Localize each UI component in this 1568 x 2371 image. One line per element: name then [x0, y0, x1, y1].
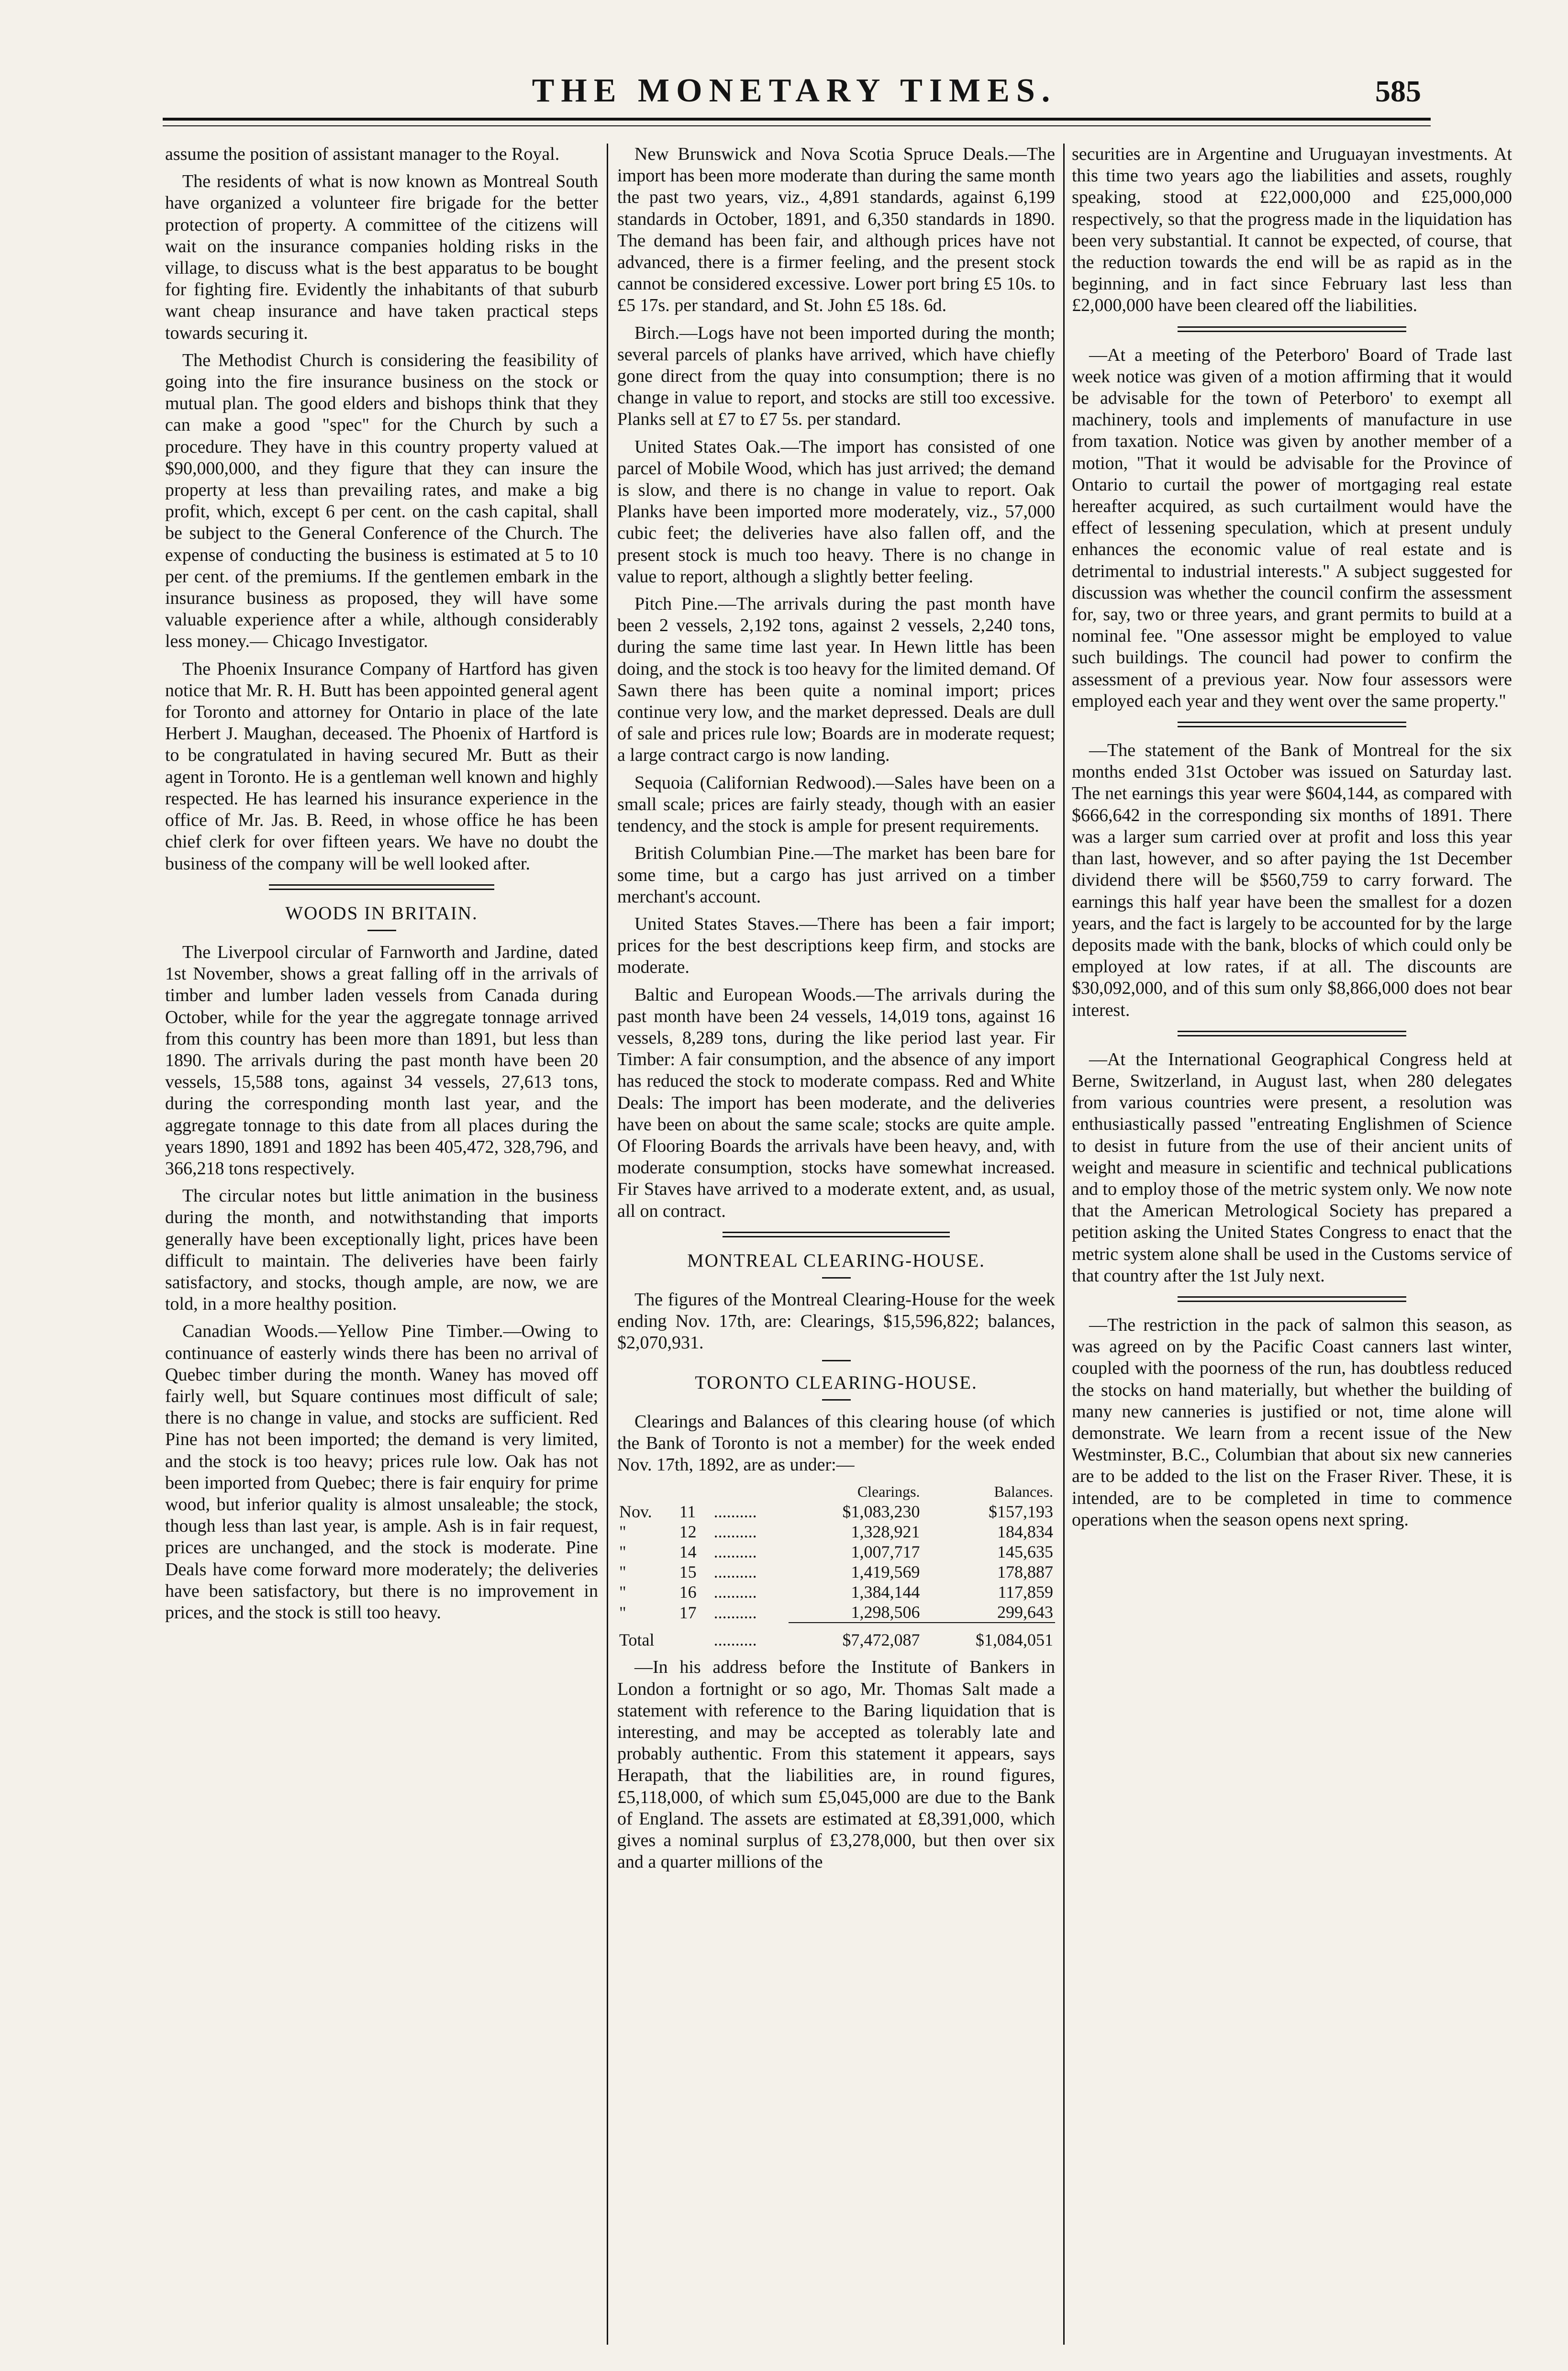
- article-paragraph: The Liverpool circular of Farnworth and Jardine, dated 1st November, shows a great falling off in the arrivals of timber and lumber laden vessels from Canada during October, while for the year the aggregate tonnage arrived from this country has been more than 1891, but less than 1890. The arrivals during the past month have been 20 vessels, 15,588 tons, against 34 vessels, 27,613 tons, during the corresponding month last year, and the aggregate tonnage to this date from all places during the years 1890, 1891 and 1892 has been 405,472, 328,796, and 366,218 tons respectively.: [165, 942, 598, 1179]
- row-clearings: 1,328,921: [851, 1522, 920, 1542]
- section-separator: [723, 1232, 950, 1237]
- row-leader-dots: ..........: [713, 1522, 757, 1542]
- row-balances: 145,635: [997, 1542, 1053, 1562]
- row-day: 17: [679, 1603, 697, 1622]
- article-paragraph: —In his address before the Institute of Bankers in London a fortnight or so ago, Mr. Thomas Salt made a statement with reference to the Baring liquidation that is interesting, and may be accepted as tolerably late and probably authentic. From this statement it appears, says Herapath, that the liabilities are, in round figures, £5,118,000, of which sum £5,045,000 are due to the Bank of England. The assets are estimated at £8,391,000, which gives a nominal surplus of £3,278,000, but then over six and a quarter millions of the: [617, 1657, 1055, 1872]
- column-divider-left: [607, 144, 608, 2345]
- article-paragraph: Clearings and Balances of this clearing house (of which the Bank of Toronto is not a member) for the week ended Nov. 17th, 1892, are as under:—: [617, 1411, 1055, 1475]
- table-row: [617, 1562, 1055, 1582]
- row-clearings: 1,419,569: [851, 1562, 920, 1582]
- article-paragraph: The circular notes but little animation in the business during the month, and notwithstanding that imports generally have been exceptionally light, prices have been difficult to maintain. The deliveries have been fairly satisfactory, and stocks, though ample, are now, we are told, in a more healthy position.: [165, 1186, 598, 1314]
- row-day: 15: [679, 1562, 697, 1582]
- article-paragraph: The residents of what is now known as Montreal South have organized a volunteer fire brigade for the better protection of property. A committee of the citizens will wait on the insurance companies holding risks in the village, to discuss what is the best apparatus to be bought for fighting fire. Evidently the inhabitants of that suburb want cheap insurance and have taken practical steps towards securing it.: [165, 171, 598, 343]
- column-3: [1072, 144, 1512, 2354]
- heading-underline: [822, 1277, 851, 1279]
- row-leader-dots: ..........: [713, 1502, 757, 1522]
- row-balances: $157,193: [989, 1502, 1053, 1522]
- column-header-clearings: Clearings.: [857, 1483, 920, 1501]
- table-row: [617, 1522, 1055, 1542]
- section-separator: [1178, 1031, 1406, 1036]
- clearing-table: [617, 1481, 1055, 1650]
- row-month: ": [619, 1582, 626, 1602]
- row-balances: 299,643: [997, 1603, 1053, 1622]
- column-divider-right: [1063, 144, 1065, 2345]
- table-row: [617, 1602, 1055, 1623]
- article-paragraph: —The statement of the Bank of Montreal for the six months ended 31st October was issued on Saturday last. The net earnings this year were $604,144, as compared with $666,642 in the corresponding six months of 1891. There was a larger sum carried over at profit and loss this year than last, however, and so after paying the 1st December dividend there will be $560,759 to carry forward. The earnings this half year have been the smallest for a dozen years, and the fact is largely to be accounted for by the large deposits made with the bank, blocks of which could only be employed at low rates, if at all. The discounts are $30,092,000, and of this sum only $8,866,000 does not bear interest.: [1072, 740, 1512, 1020]
- row-leader-dots: ..........: [713, 1542, 757, 1562]
- row-balances: 178,887: [997, 1562, 1053, 1582]
- article-paragraph: securities are in Argentine and Uruguayan investments. At this time two years ago the liabilities and assets, roughly speaking, stood at £22,000,000 and £25,000,000 respectively, so that the progress made in the liquidation has been very substantial. It cannot be expected, of course, that the reduction towards the end will be as rapid as in the beginning, and in fact since February last less than £2,000,000 have been cleared off the liabilities.: [1072, 144, 1512, 316]
- section-heading: WOODS IN BRITAIN.: [285, 902, 478, 924]
- header-rule-thick: [163, 118, 1431, 121]
- article-paragraph: —The restriction in the pack of salmon this season, as was agreed on by the Pacific Coast canners last winter, coupled with the poorness of the run, has doubtless reduced the stocks on hand materially, but whether the building of many new canneries is justified or not, time alone will demonstrate. We learn from a recent issue of the New Westminster, B.C., Columbian that about six new canneries are to be added to the list on the Fraser River. These, it is intended, are to be completed in time to commence operations when the season opens next spring.: [1072, 1314, 1512, 1530]
- section-heading: TORONTO CLEARING-HOUSE.: [695, 1372, 978, 1393]
- article-paragraph: The Methodist Church is considering the feasibility of going into the fire insurance business on the stock or mutual plan. The good elders and bishops think that they can make a good "spec" for the Church by such a procedure. They have in this country property valued at $90,000,000, and they figure that they can insure the property at less than prevailing rates, and make a big profit, which, except 6 per cent. on the cash capital, shall be subject to the General Conference of the Church. The expense of conducting the business is estimated at 5 to 10 per cent. of the premiums. If the gentlemen embark in the insurance business as proposed, they will have some valuable experience after a while, although considerably less money.— Chicago Investigator.: [165, 350, 598, 652]
- row-month: ": [619, 1562, 626, 1582]
- section-separator: [1178, 326, 1406, 332]
- row-day: 16: [679, 1582, 697, 1602]
- article-paragraph: The Phoenix Insurance Company of Hartford has given notice that Mr. R. H. Butt has been appointed general agent for Toronto and attorney for Ontario in place of the late Herbert J. Maughan, deceased. The Phoenix of Hartford is to be congratulated in having secured Mr. Butt as their agent in Toronto. He is a gentleman well known and highly respected. He has learned his insurance experience in the office of Mr. Jas. B. Reed, in whose office he has been chief clerk for over fifteen years. We have no doubt the business of the company will be well looked after.: [165, 658, 598, 874]
- newspaper-title: THE MONETARY TIMES.: [532, 72, 1057, 109]
- row-clearings: $1,083,230: [842, 1502, 920, 1522]
- heading-underline: [822, 1399, 851, 1401]
- row-day: 14: [679, 1542, 697, 1562]
- row-leader-dots: ..........: [713, 1562, 757, 1582]
- table-row: [617, 1582, 1055, 1602]
- row-balances: 184,834: [997, 1522, 1053, 1542]
- article-paragraph: United States Staves.—There has been a fair import; prices for the best descriptions keep firm, and stocks are moderate.: [617, 913, 1055, 978]
- page-number: 585: [1375, 74, 1421, 108]
- column-1: [165, 144, 598, 2354]
- row-month: ": [619, 1542, 626, 1562]
- row-balances: 117,859: [998, 1582, 1053, 1602]
- row-clearings: 1,298,506: [851, 1603, 920, 1622]
- article-paragraph: New Brunswick and Nova Scotia Spruce Deals.—The import has been more moderate than during the same month the past two years, viz., 4,891 standards, against 6,199 standards in October, 1891, and 6,350 standards in 1890. The demand has been fair, and although prices have not advanced, there is a firmer feeling, and the present stock cannot be considered excessive. Lower port bring £5 10s. to £5 17s. per standard, and St. John £5 18s. 6d.: [617, 144, 1055, 316]
- table-header-row: [617, 1481, 1055, 1502]
- row-leader-dots: ..........: [713, 1582, 757, 1602]
- row-month: ": [619, 1603, 626, 1622]
- row-month: Nov.: [619, 1502, 652, 1522]
- total-clearings: $7,472,087: [789, 1623, 922, 1650]
- section-separator: [1178, 722, 1406, 727]
- row-leader-dots: ..........: [713, 1603, 757, 1622]
- article-paragraph: —At the International Geographical Congress held at Berne, Switzerland, in August last, when 280 delegates from various countries were present, a resolution was enthusiastically passed "entreating Englishmen of Science to desist in future from the use of their ancient units of weight and measure in scientific and technical publications and to employ those of the metric system only. We now note that the American Metrological Society has prepared a petition asking the United States Congress to enact that the metric system alone shall be used in the Customs service of that country after the 1st July next.: [1072, 1049, 1512, 1286]
- article-paragraph: Birch.—Logs have not been imported during the month; several parcels of planks have arrived, which have chiefly gone direct from the quay into consumption; there is no change in value to report, and stocks are still too excessive. Planks sell at £7 to £7 5s. per standard.: [617, 323, 1055, 430]
- article-paragraph: Baltic and European Woods.—The arrivals during the past month have been 24 vessels, 14,019 tons, against 16 vessels, 8,289 tons, during the like period last year. Fir Timber: A fair consumption, and the absence of any import has reduced the stock to moderate compass. Red and White Deals: The import has been moderate, and the deliveries have been on about the same scale; stocks are quite ample. Of Flooring Boards the arrivals have been heavy, and, with moderate consumption, stocks have somewhat increased. Fir Staves have arrived to a moderate extent, and, as usual, all on contract.: [617, 984, 1055, 1221]
- article-paragraph: Canadian Woods.—Yellow Pine Timber.—Owing to continuance of easterly winds there has been no arrival of Quebec timber during the month. Waney has moved off fairly well, but Square continues most difficult of sale; there is no change in value, and stocks are sufficient. Red Pine has not been imported; the demand is very limited, and the stock is too heavy; prices rule low. Oak has not been imported from Quebec; there is fair enquiry for prime wood, but inferior quality is almost unsaleable; the stock, though less than last year, is ample. Ash is in fair request, prices are unchanged, and the stock is moderate. Pine Deals have come forward more moderately; the deliveries have been satisfactory, but there is no improvement in prices, and the stock is still too heavy.: [165, 1321, 598, 1623]
- row-month: ": [619, 1522, 626, 1542]
- heading-underline: [367, 930, 396, 931]
- section-separator: [1178, 1296, 1406, 1302]
- table-row: [617, 1502, 1055, 1522]
- total-balances: $1,084,051: [922, 1623, 1055, 1650]
- article-paragraph: The figures of the Montreal Clearing-House for the week ending Nov. 17th, are: Clearings, $15,596,822; balances, $2,070,931.: [617, 1289, 1055, 1353]
- header-rule-thin: [163, 125, 1431, 126]
- article-paragraph: Pitch Pine.—The arrivals during the past month have been 2 vessels, 2,192 tons, against 2 vessels, 2,240 tons, during the same time last year. In Hewn little has been doing, and the stock is too heavy for the limited demand. Of Sawn there has been quite a nominal import; prices continue very low, and the market depressed. Deals are dull of sale and prices rule low; Boards are in moderate request; a large contract cargo is now landing.: [617, 594, 1055, 766]
- article-paragraph: —At a meeting of the Peterboro' Board of Trade last week notice was given of a motion affirming that it would be advisable for the town of Peterboro' to exempt all machinery, tools and implements of manufacture in use from taxation. Notice was given by another member of a motion, "That it would be advisable for the Province of Ontario to curtail the power of mortgaging real estate hereafter acquired, as such curtailment would have the effect of lessening speculation, which at present unduly enhances the economic value of real estate and is detrimental to industrial interests." A subject suggested for discussion was whether the council confirm the assessment for, say, two or three years, and grant permits to build at a nominal fee. "One assessor might be employed to value such buildings. The council had power to confirm the assessment of a previous year. Now four assessors were employed each year and they went over the same property.": [1072, 345, 1512, 711]
- article-paragraph: United States Oak.—The import has consisted of one parcel of Mobile Wood, which has just arrived; the demand is slow, and there is no change in value to report. Oak Planks have been imported more moderately, viz., 57,000 cubic feet; the deliveries have also fallen off, and the present stock is much too heavy. There is no change in value to report, although a slightly better feeling.: [617, 436, 1055, 587]
- total-label: Total: [619, 1630, 655, 1649]
- masthead: [158, 67, 1431, 134]
- section-heading: MONTREAL CLEARING-HOUSE.: [687, 1250, 985, 1271]
- table-row: [617, 1542, 1055, 1562]
- row-leader-dots: ..........: [713, 1630, 757, 1649]
- column-2: [617, 144, 1055, 2354]
- row-day: 11: [679, 1502, 696, 1522]
- article-paragraph: assume the position of assistant manager to the Royal.: [165, 144, 560, 164]
- row-clearings: 1,007,717: [851, 1542, 920, 1562]
- row-day: 12: [679, 1522, 697, 1542]
- article-paragraph: British Columbian Pine.—The market has been bare for some time, but a cargo has just arrived on a timber merchant's account.: [617, 843, 1055, 907]
- table-total-row: [617, 1623, 1055, 1650]
- section-separator: [269, 884, 494, 890]
- column-header-balances: Balances.: [994, 1483, 1053, 1501]
- section-separator: [822, 1360, 851, 1361]
- row-clearings: 1,384,144: [851, 1582, 920, 1602]
- article-paragraph: Sequoia (Californian Redwood).—Sales have been on a small scale; prices are fairly steady, though with an easier tendency, and the stock is ample for present requirements.: [617, 772, 1055, 836]
